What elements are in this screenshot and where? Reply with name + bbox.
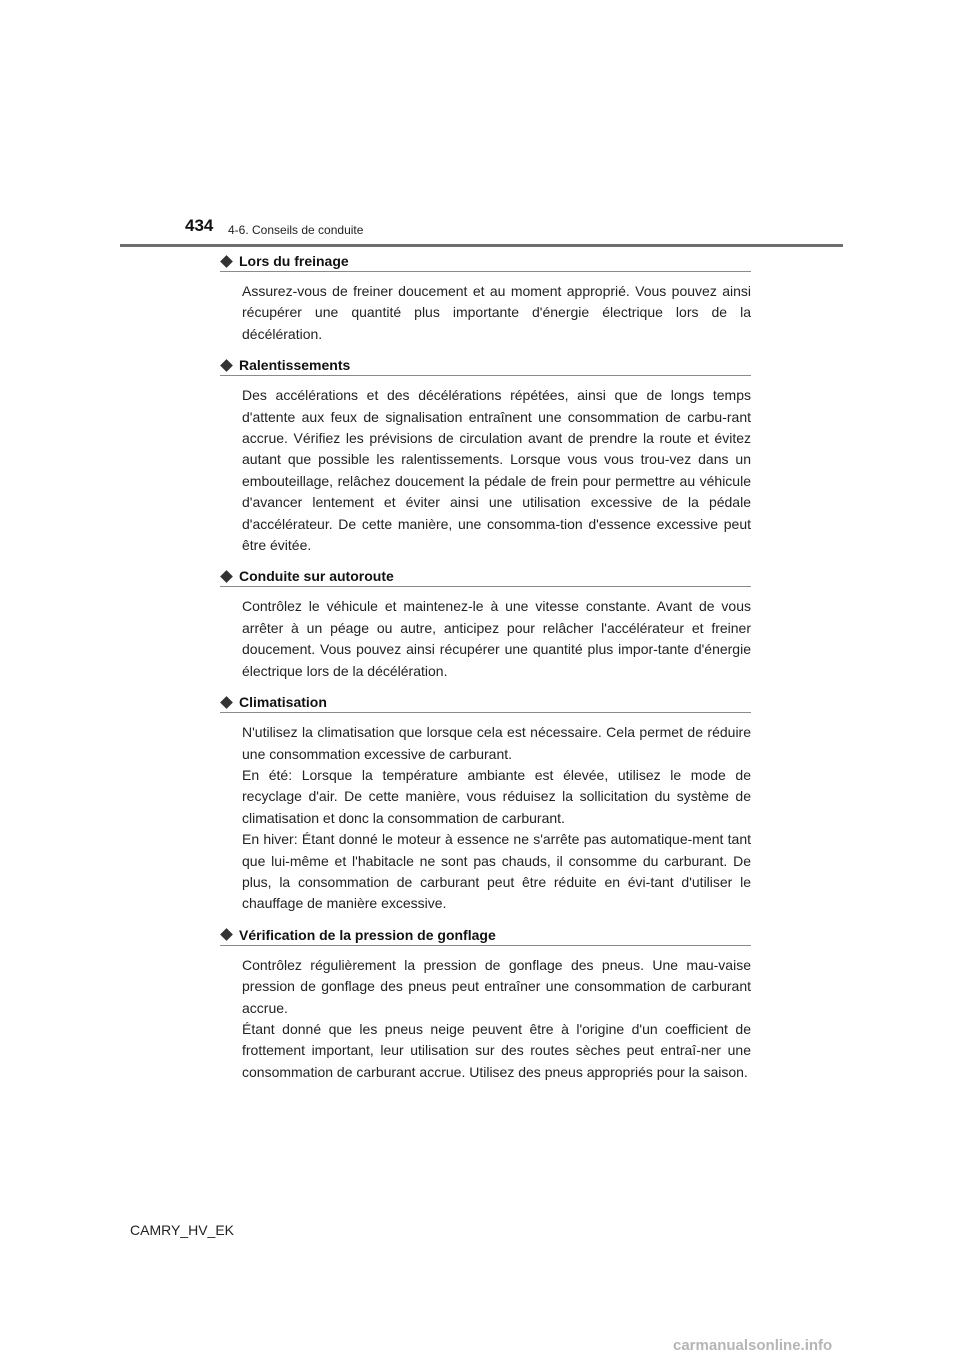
body-paragraph: Contrôlez régulièrement la pression de gonflage des pneus. Une mau-vaise pression de gonflage des pneus peut entraîner une consommation de carburant accrue. xyxy=(242,956,751,1016)
section-tire-pressure xyxy=(220,927,751,1083)
content-body xyxy=(220,253,751,1095)
diamond-bullet-icon xyxy=(220,255,233,268)
header-divider xyxy=(120,244,843,247)
body-paragraph: Des accélérations et des décélérations répétées, ainsi que de longs temps d'attente aux feux de signalisation entraînent une consommation de carbu-rant accrue. Vérifiez les prévisions de circulation avant de prendre la route et évitez autant que possible les ralentissements. Lorsque vous vous trou-vez dans un embouteillage, relâchez doucement la pédale de frein pour permettre au véhicule d'avancer lentement et éviter ainsi une utilisation excessive de la pédale d'accélérateur. De cette manière, une consomma-tion d'essence excessive peut être évitée. xyxy=(242,387,751,554)
section-air-conditioning xyxy=(220,694,751,915)
body-paragraph: Étant donné que les pneus neige peuvent être à l'origine d'un coefficient de frottement important, leur utilisation sur des routes sèches peut entraî-ner une consommation de carburant accrue. Utilisez des pneus appropriés pour la saison. xyxy=(242,1020,751,1080)
section-highway xyxy=(220,568,751,682)
watermark: carmanualsonline.info xyxy=(673,1337,833,1354)
page-number: 434 xyxy=(185,216,214,235)
diamond-bullet-icon xyxy=(220,359,233,372)
section-heading xyxy=(220,927,751,946)
section-title: Ralentissements xyxy=(239,357,351,374)
section-heading xyxy=(220,357,751,376)
section-heading xyxy=(220,694,751,713)
section-title: Conduite sur autoroute xyxy=(239,568,394,585)
body-paragraph: En été: Lorsque la température ambiante est élevée, utilisez le mode de recyclage d'air. De cette manière, vous réduisez la sollicitation du système de climatisation et donc la consommation de carburant. xyxy=(242,766,751,826)
body-paragraph: Assurez-vous de freiner doucement et au moment approprié. Vous pouvez ainsi récupérer une quantité plus importante d'énergie électrique lors de la décélération. xyxy=(242,283,751,342)
diamond-bullet-icon xyxy=(220,570,233,583)
section-title: Lors du freinage xyxy=(239,253,349,269)
body-paragraph: Contrôlez le véhicule et maintenez-le à une vitesse constante. Avant de vous arrêter à un péage ou autre, anticipez pour relâcher l'accélérateur et freiner doucement. Vous pouvez ainsi récupérer une quantité plus impor-tante d'énergie électrique lors de la décélération. xyxy=(242,598,751,679)
section-title: Vérification de la pression de gonflage xyxy=(239,926,496,943)
section-heading xyxy=(220,568,751,587)
section-heading xyxy=(220,253,751,272)
section-title: Climatisation xyxy=(239,694,327,711)
section-braking xyxy=(220,253,751,345)
body-paragraph: N'utilisez la climatisation que lorsque cela est nécessaire. Cela permet de réduire une consommation excessive de carburant. xyxy=(242,724,751,762)
diamond-bullet-icon xyxy=(220,696,233,709)
diamond-bullet-icon xyxy=(220,928,233,941)
body-paragraph: En hiver: Étant donné le moteur à essence ne s'arrête pas automatique-ment tant que lui-même et l'habitacle ne sont pas chauds, il consomme du carburant. De plus, la consommation de carburant peut être réduite en évi-tant d'utiliser le chauffage de manière excessive. xyxy=(242,831,751,912)
footer-model-code: CAMRY_HV_EK xyxy=(130,1222,235,1238)
section-slowdowns xyxy=(220,357,751,556)
chapter-title: 4-6. Conseils de conduite xyxy=(228,223,364,237)
